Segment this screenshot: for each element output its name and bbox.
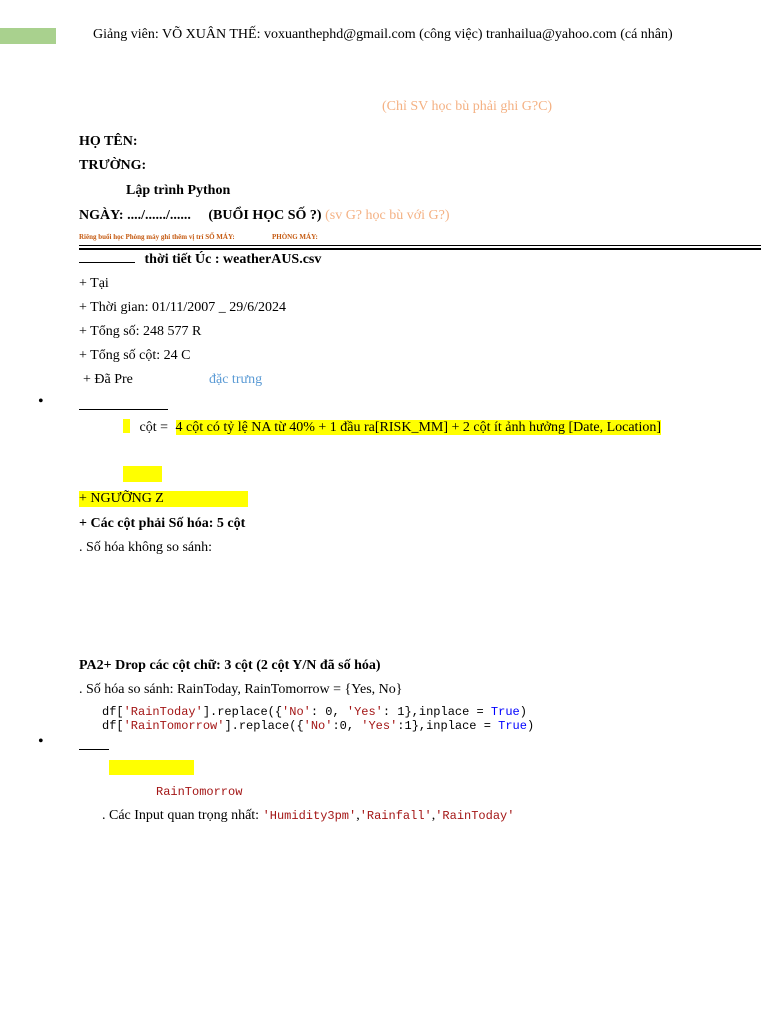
code-line-1: df['RainToday'].replace({'No': 0, 'Yes': 1},inplace = True)	[102, 705, 527, 719]
inputs-label: . Các Input quan trọng nhất:	[102, 808, 260, 823]
date-row	[79, 208, 450, 224]
name-label: HỌ TÊN:	[79, 134, 138, 149]
blank-line	[79, 262, 135, 263]
pa2-title: PA2+ Drop các cột chữ: 3 cột (2 cột Y/N đã số hóa)	[79, 658, 381, 673]
inputs-row: . Các Input quan trọng nhất: 'Humidity3pm','Rainfall','RainToday'	[102, 808, 515, 823]
blank-line-2	[79, 395, 168, 410]
digitize-title: + Các cột phải Số hóa: 5 cột	[79, 516, 246, 531]
school-label: TRƯỜNG:	[79, 158, 147, 173]
input-item: 'Humidity3pm'	[262, 809, 357, 823]
drop-row	[123, 419, 661, 436]
note-top: (Chỉ SV học bù phải ghi G?C)	[382, 99, 553, 114]
highlight-block-2	[109, 760, 194, 775]
blank-line-3	[79, 735, 109, 750]
course-title: Lập trình Python	[126, 183, 231, 198]
session-note: (sv G? học bù với G?)	[325, 208, 450, 223]
dataset-title-row	[79, 252, 321, 268]
dataset-at: + Tại	[79, 276, 109, 291]
divider-2	[79, 248, 761, 250]
digitize-compare: . Số hóa so sánh: RainToday, RainTomorrow = {Yes, No}	[79, 682, 403, 697]
threshold-text: + NGƯỠNG Z	[79, 491, 164, 506]
highlight-block	[123, 466, 162, 482]
input-item: 'Rainfall'	[359, 809, 432, 823]
bullet-1: •	[38, 393, 44, 410]
digitize-noncompare: . Số hóa không so sánh:	[79, 540, 212, 555]
code-line-2: df['RainTomorrow'].replace({'No':0, 'Yes':1},inplace = True)	[102, 719, 535, 733]
header-accent-bar	[0, 28, 56, 44]
dataset-rows: + Tổng số: 248 577 R	[79, 324, 202, 339]
drop-marker	[123, 419, 130, 433]
divider	[79, 245, 761, 246]
dataset-cols: + Tổng số cột: 24 C	[79, 348, 191, 363]
lab-room: PHÒNG MÁY:	[272, 233, 318, 241]
dataset-feature: đặc trưng	[209, 372, 263, 387]
dataset-title: thời tiết Úc : weatherAUS.csv	[144, 252, 322, 267]
drop-prefix: cột =	[139, 420, 168, 435]
threshold-line	[79, 491, 248, 507]
header-line: Giảng viên: VÕ XUÂN THẾ: voxuanthephd@gmail.com (công việc) tranhailua@yahoo.com (cá nhân)	[93, 27, 673, 42]
dataset-pre: + Đã Pre	[83, 372, 133, 387]
target-name: RainTomorrow	[156, 785, 243, 799]
lab-note: Riêng buổi học Phòng máy ghi thêm vị trí SỐ MÁY:	[79, 233, 235, 241]
date-label: NGÀY: ..../....../......	[79, 208, 191, 223]
drop-highlight: 4 cột có tỷ lệ NA từ 40% + 1 đầu ra[RISK_MM] + 2 cột ít ảnh hưởng [Date, Location]	[175, 420, 661, 435]
bullet-2: •	[38, 733, 44, 750]
session-label: (BUỔI HỌC SỐ ?)	[208, 208, 322, 223]
dataset-time: + Thời gian: 01/11/2007 _ 29/6/2024	[79, 300, 287, 315]
input-item: 'RainToday'	[435, 809, 515, 823]
